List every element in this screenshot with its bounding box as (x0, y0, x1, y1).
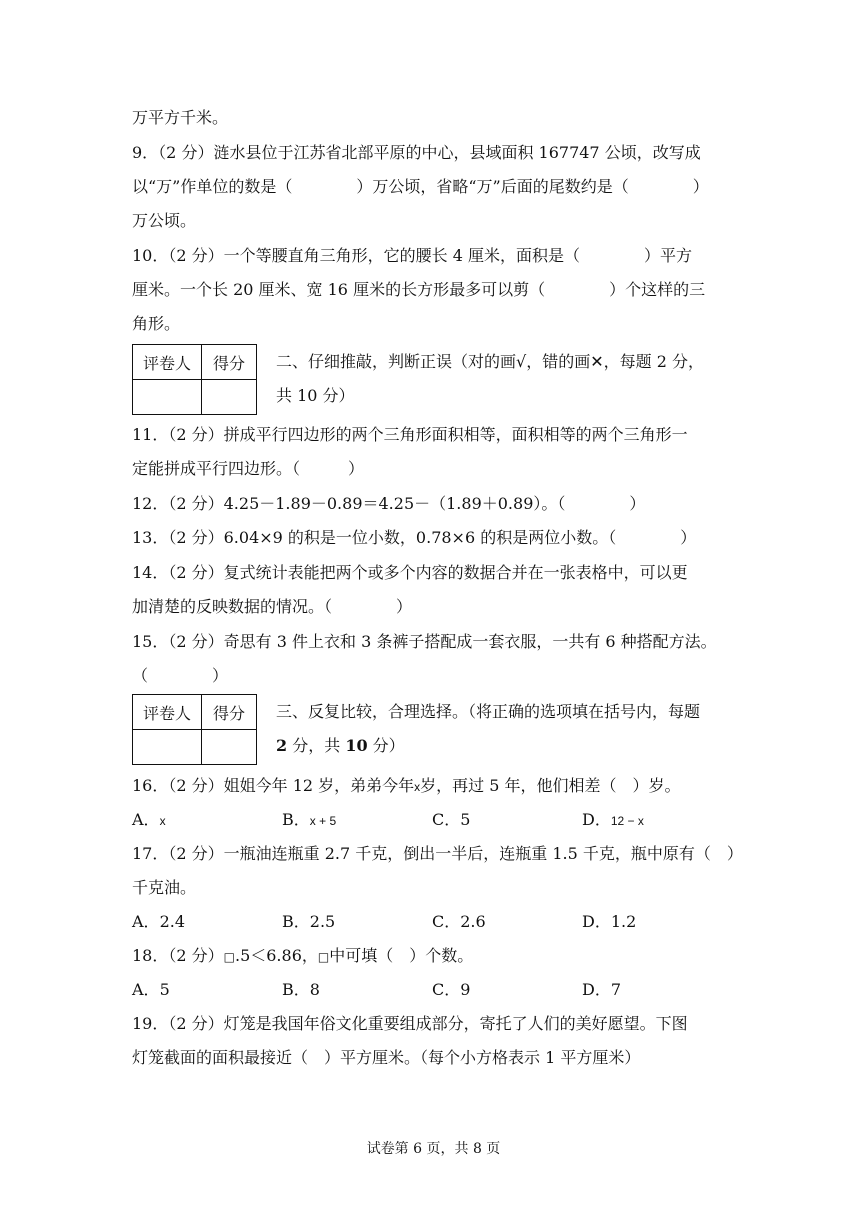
question-17-line-2: 千克油。 (132, 878, 197, 897)
option-label: A． (132, 912, 160, 931)
option-b[interactable] (282, 810, 336, 831)
points-text-end: 分） (367, 736, 405, 755)
reviewer-cell (133, 380, 202, 415)
option-value: 1.2 (610, 912, 637, 931)
question-18-post: 中可填（ ）个数。 (329, 946, 474, 965)
option-value: 8 (309, 980, 320, 999)
score-table (132, 344, 257, 415)
question-16 (132, 776, 681, 797)
points-text: 分，共 (287, 736, 346, 755)
section-2-title: 二、仔细推敲，判断正误（对的画√，错的画✕，每题 2 分， (276, 352, 704, 371)
question-9-line-1: 9．（2 分）涟水县位于江苏省北部平原的中心，县域面积 167747 公顷，改写成 (132, 143, 701, 162)
option-label: D． (582, 810, 611, 829)
section-3-title: 三、反复比较，合理选择。（将正确的选项填在括号内，每题 (276, 702, 701, 721)
question-13: 13．（2 分）6.04×9 的积是一位小数，0.78×6 的积是两位小数。（ ） (132, 528, 697, 547)
text-line: 万平方千米。 (132, 108, 229, 127)
question-18-mid: .5＜6.86， (234, 946, 318, 965)
question-18 (132, 946, 473, 967)
blank-box-icon: □ (317, 950, 330, 964)
option-d[interactable] (582, 912, 636, 932)
option-label: C． (432, 912, 461, 931)
question-12: 12．（2 分）4.25－1.89－0.89＝4.25－（1.89＋0.89）。（ ） (132, 494, 646, 513)
option-value: 2.6 (460, 912, 486, 931)
option-d[interactable] (582, 980, 621, 1000)
reviewer-cell (133, 730, 202, 765)
option-value: 5 (460, 810, 471, 829)
option-label: A． (132, 810, 160, 829)
option-value: 5 (159, 980, 170, 999)
reviewer-header: 评卷人 (133, 695, 202, 730)
option-c[interactable] (432, 912, 486, 932)
score-header: 得分 (202, 345, 257, 380)
question-11-line-2: 定能拼成平行四边形。（ ） (132, 459, 365, 478)
score-header: 得分 (202, 695, 257, 730)
score-table (132, 694, 257, 765)
section-2-title-cont: 共 10 分） (276, 386, 355, 405)
option-a[interactable] (132, 912, 185, 932)
question-19-line-1: 19．（2 分）灯笼是我国年俗文化重要组成部分，寄托了人们的美好愿望。下图 (132, 1014, 688, 1033)
question-10-line-2: 厘米。一个长 20 厘米、宽 16 厘米的长方形最多可以剪（ ）个这样的三 (132, 280, 706, 299)
section-3-title-cont (276, 736, 405, 756)
option-value: 2.4 (159, 912, 186, 931)
option-b[interactable] (282, 980, 320, 1000)
option-a[interactable] (132, 810, 166, 831)
question-16-text-post: 岁，再过 5 年，他们相差（ ）岁。 (420, 776, 681, 795)
question-9-line-2: 以“万”作单位的数是（ ）万公顷，省略“万”后面的尾数约是（ ） (132, 177, 709, 196)
option-a[interactable] (132, 980, 170, 1000)
option-label: B． (282, 810, 310, 829)
option-label: D． (582, 912, 611, 931)
question-11-line-1: 11．（2 分）拼成平行四边形的两个三角形面积相等，面积相等的两个三角形一 (132, 425, 688, 444)
option-label: A． (132, 980, 160, 999)
option-label: B． (282, 912, 310, 931)
option-label: C． (432, 810, 461, 829)
question-10-line-1: 10．（2 分）一个等腰直角三角形，它的腰长 4 厘米，面积是（ ）平方 (132, 246, 692, 265)
question-15-line-1: 15．（2 分）奇思有 3 件上衣和 3 条裤子搭配成一套衣服，一共有 6 种搭配方法。 (132, 632, 717, 651)
option-label: C． (432, 980, 461, 999)
question-9-line-3: 万公顷。 (132, 211, 197, 230)
option-c[interactable] (432, 980, 470, 1000)
option-d[interactable] (582, 810, 644, 831)
option-value: 2.5 (309, 912, 336, 931)
question-18-prefix: 18．（2 分） (132, 946, 224, 965)
option-value: 7 (610, 980, 622, 999)
question-10-line-3: 角形。 (132, 314, 181, 333)
variable-x: x (414, 780, 421, 794)
question-15-line-2: （ ） (132, 666, 229, 685)
option-value: x + 5 (309, 814, 337, 828)
blank-box-icon: □ (223, 950, 235, 964)
option-c[interactable] (432, 810, 470, 830)
option-value: x (159, 814, 166, 828)
question-14-line-2: 加清楚的反映数据的情况。（ ） (132, 597, 413, 616)
reviewer-header: 评卷人 (133, 345, 202, 380)
option-b[interactable] (282, 912, 335, 932)
question-17-line-1: 17．（2 分）一瓶油连瓶重 2.7 千克，倒出一半后，连瓶重 1.5 千克，瓶中原有（ ） (132, 844, 743, 863)
option-value: 12 − x (610, 814, 644, 828)
score-cell (202, 380, 257, 415)
score-cell (202, 730, 257, 765)
points-value: 2 (276, 736, 288, 755)
total-points-value: 10 (345, 736, 368, 755)
question-16-text-pre: 16．（2 分）姐姐今年 12 岁，弟弟今年 (132, 776, 415, 795)
option-label: B． (282, 980, 310, 999)
page-footer: 试卷第 6 页，共 8 页 (366, 1141, 501, 1157)
question-19-line-2: 灯笼截面的面积最接近（ ）平方厘米。（每个小方格表示 1 平方厘米） (132, 1048, 641, 1067)
question-14-line-1: 14．（2 分）复式统计表能把两个或多个内容的数据合并在一张表格中，可以更 (132, 563, 688, 582)
option-label: D． (582, 980, 611, 999)
option-value: 9 (460, 980, 471, 999)
